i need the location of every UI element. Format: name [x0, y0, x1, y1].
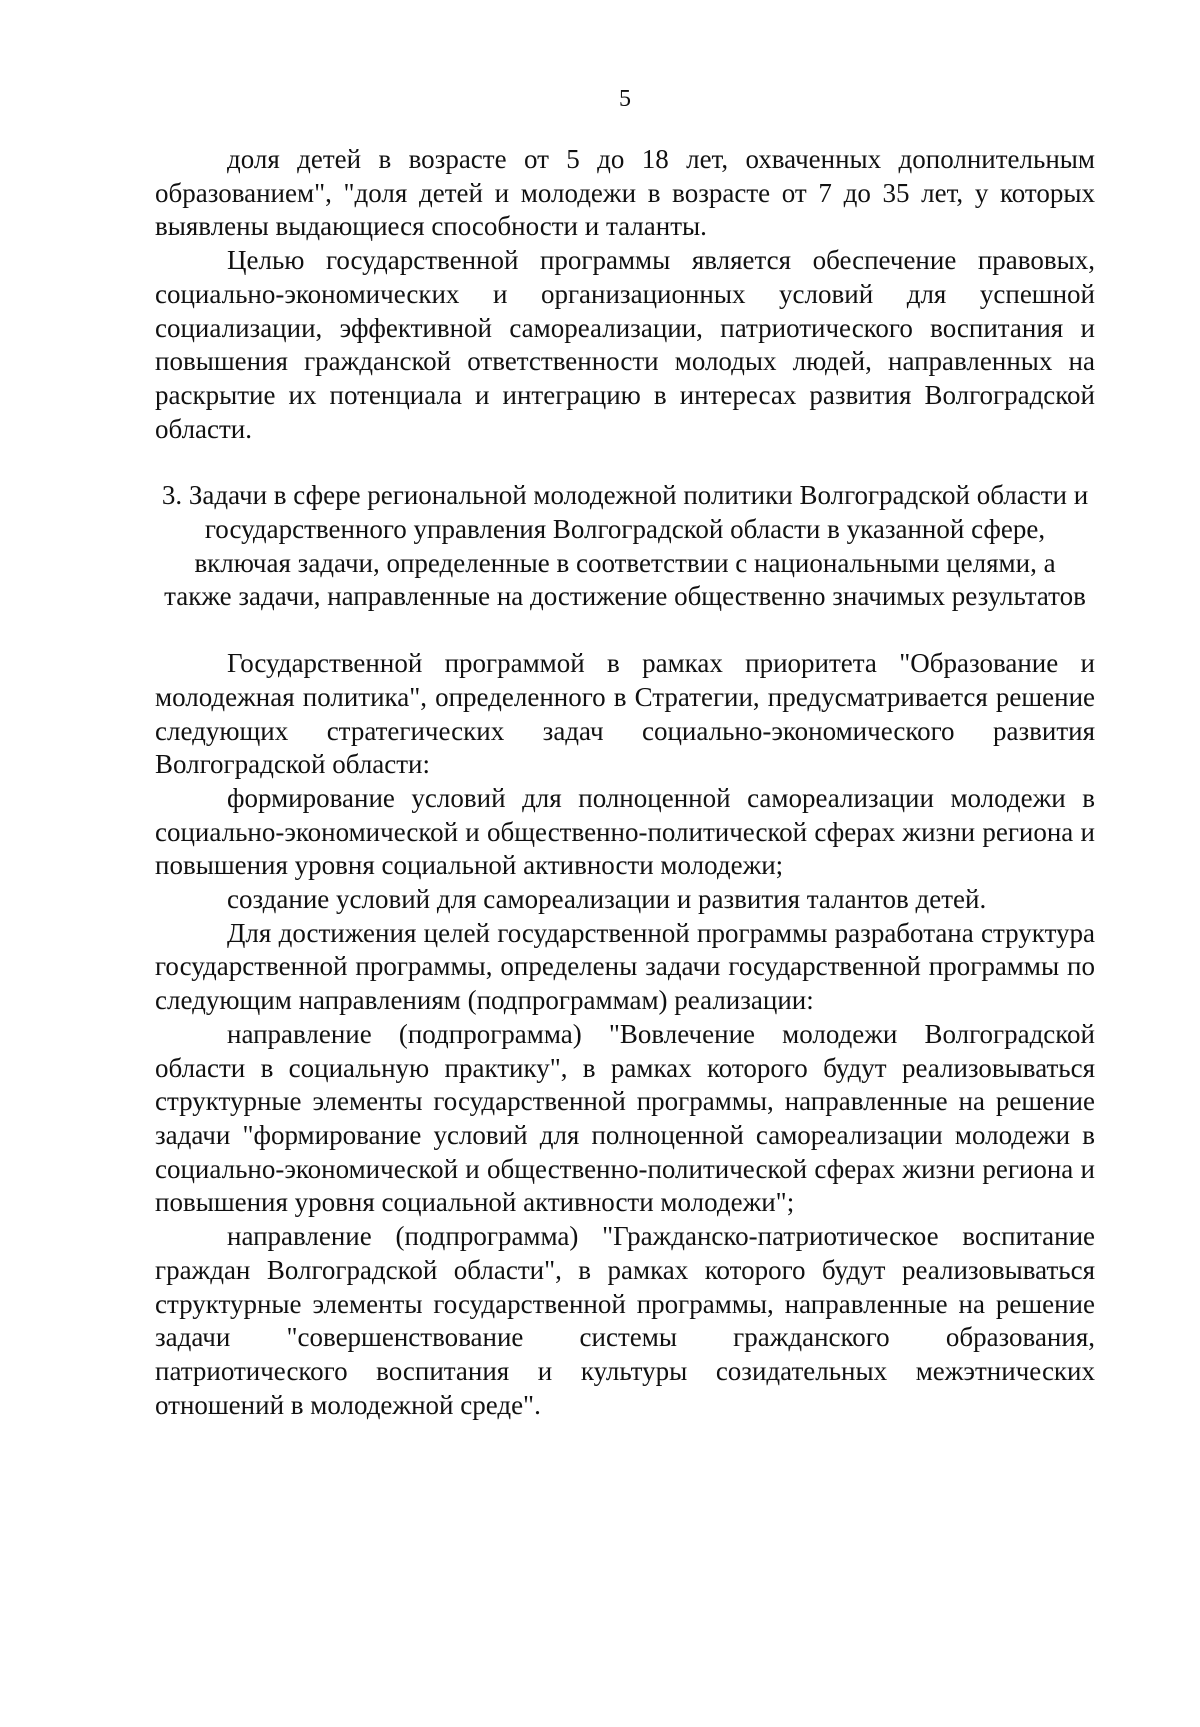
- paragraph-indicators: доля детей в возрасте от 5 до 18 лет, охваченных дополнительным образованием", "доля детей и молодежи в возрасте от 7 до 35 лет, у которых выявлены выдающиеся способности и таланты.: [155, 144, 1095, 242]
- paragraph-subprogram-social-practice: направление (подпрограмма) "Вовлечение молодежи Волгоградской области в социальную практику", в рамках которого будут реализовываться структурные элементы государственной программы, направленные на решение задачи "формирование условий для полноценной самореализации молодежи в социально-экономической и общественно-политической сферах жизни региона и повышения уровня социальной активности молодежи";: [155, 1018, 1095, 1218]
- document-body: [155, 143, 1095, 1422]
- paragraph-task-youth-conditions: формирование условий для полноценной самореализации молодежи в социально-экономической и общественно-политической сферах жизни региона и повышения уровня социальной активности молодежи;: [155, 782, 1095, 881]
- paragraph-strategy-priority: Государственной программой в рамках приоритета "Образование и молодежная политика", определенного в Стратегии, предусматривается решение следующих стратегических задач социально-экономического развития Волгоградской области:: [155, 648, 1095, 780]
- page-number: 5: [619, 86, 631, 112]
- paragraph-subprogram-patriotic: направление (подпрограмма) "Гражданско-патриотическое воспитание граждан Волгоградской области", в рамках которого будут реализовываться структурные элементы государственной программы, направленные на решение задачи "совершенствование системы гражданского образования, патриотического воспитания и культуры созидательных межэтнических отношений в молодежной среде".: [155, 1221, 1095, 1420]
- paragraph-task-children-talents: создание условий для самореализации и развития талантов детей.: [227, 884, 987, 915]
- paragraph-program-goal: Целью государственной программы является обеспечение правовых, социально-экономических и организационных условий для успешной социализации, эффективной самореализации, патриотического воспитания и повышения гражданской ответственности молодых людей, направленных на раскрытие их потенциала и интеграцию в интересах развития Волгоградской области.: [155, 245, 1095, 444]
- paragraph-program-structure: Для достижения целей государственной программы разработана структура государственной программы, определены задачи государственной программы по следующим направлениям (подпрограммам) реализации:: [155, 917, 1095, 1016]
- section-heading: 3. Задачи в сфере региональной молодежной политики Волгоградской области и государственного управления Волгоградской области в указанной сфере, включая задачи, определенные в соответствии с национальными целями, а также задачи, направленные на достижение общественно значимых результатов: [161, 480, 1089, 612]
